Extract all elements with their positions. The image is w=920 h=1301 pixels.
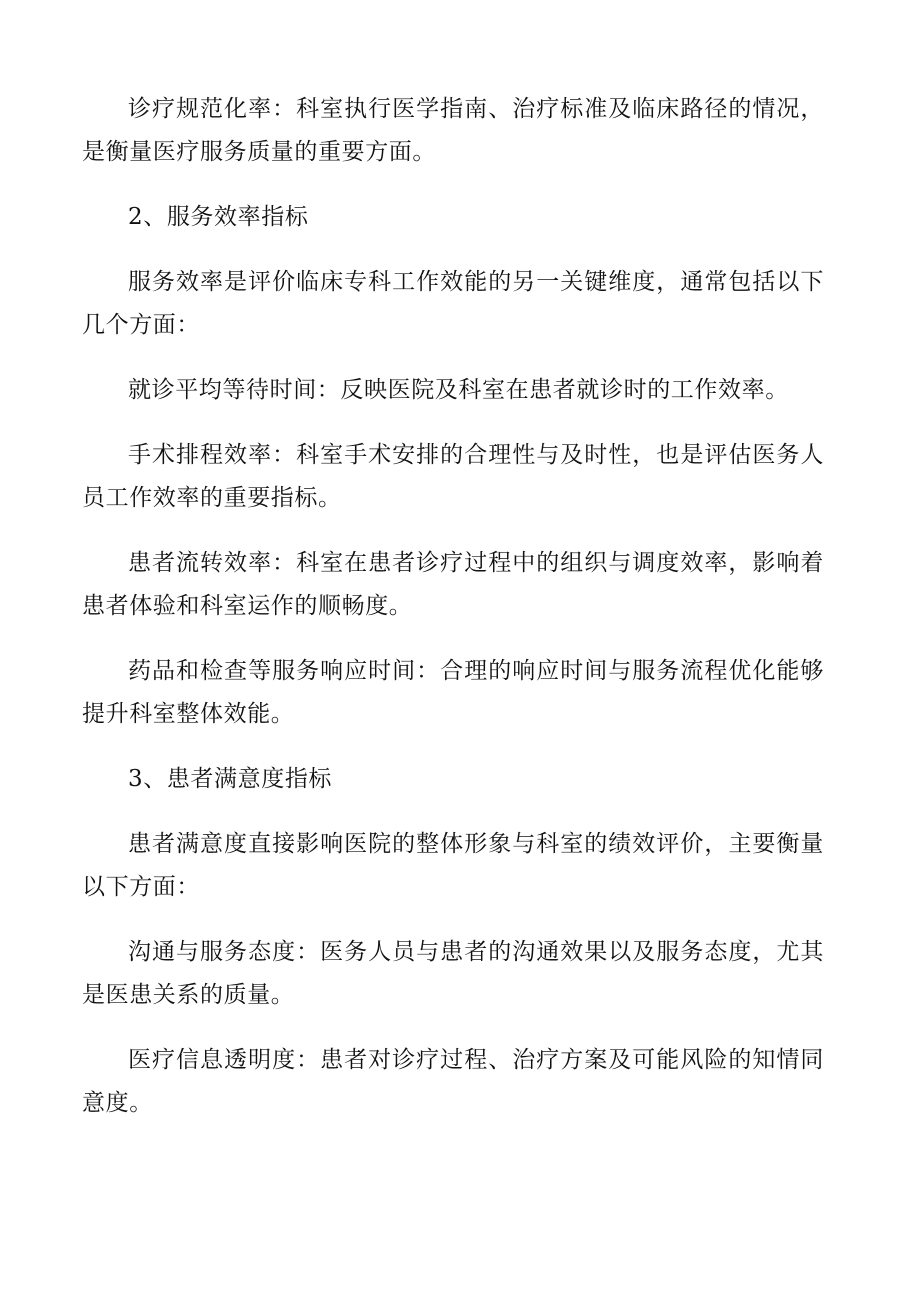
- paragraph-patient-flow: 患者流转效率：科室在患者诊疗过程中的组织与调度效率，影响着患者体验和科室运作的顺畅度。: [82, 550, 824, 619]
- section-heading-patient-satisfaction: 3、患者满意度指标: [128, 766, 333, 792]
- paragraph-diagnosis-standardization: 诊疗规范化率：科室执行医学指南、治疗标准及临床路径的情况，是衡量医疗服务质量的重要方面。: [82, 96, 824, 165]
- section-heading-service-efficiency: 2、服务效率指标: [128, 204, 309, 230]
- paragraph-response-time: 药品和检查等服务响应时间：合理的响应时间与服务流程优化能够提升科室整体效能。: [82, 658, 824, 727]
- paragraph-surgery-scheduling: 手术排程效率：科室手术安排的合理性与及时性，也是评估医务人员工作效率的重要指标。: [82, 442, 824, 511]
- paragraph-service-efficiency-intro: 服务效率是评价临床专科工作效能的另一关键维度，通常包括以下几个方面：: [82, 269, 824, 338]
- paragraph-information-transparency: 医疗信息透明度：患者对诊疗过程、治疗方案及可能风险的知情同意度。: [82, 1047, 824, 1116]
- paragraph-satisfaction-intro: 患者满意度直接影响医院的整体形象与科室的绩效评价，主要衡量以下方面：: [82, 831, 824, 900]
- paragraph-waiting-time: 就诊平均等待时间：反映医院及科室在患者就诊时的工作效率。: [128, 377, 789, 403]
- paragraph-communication-attitude: 沟通与服务态度：医务人员与患者的沟通效果以及服务态度，尤其是医患关系的质量。: [82, 939, 824, 1008]
